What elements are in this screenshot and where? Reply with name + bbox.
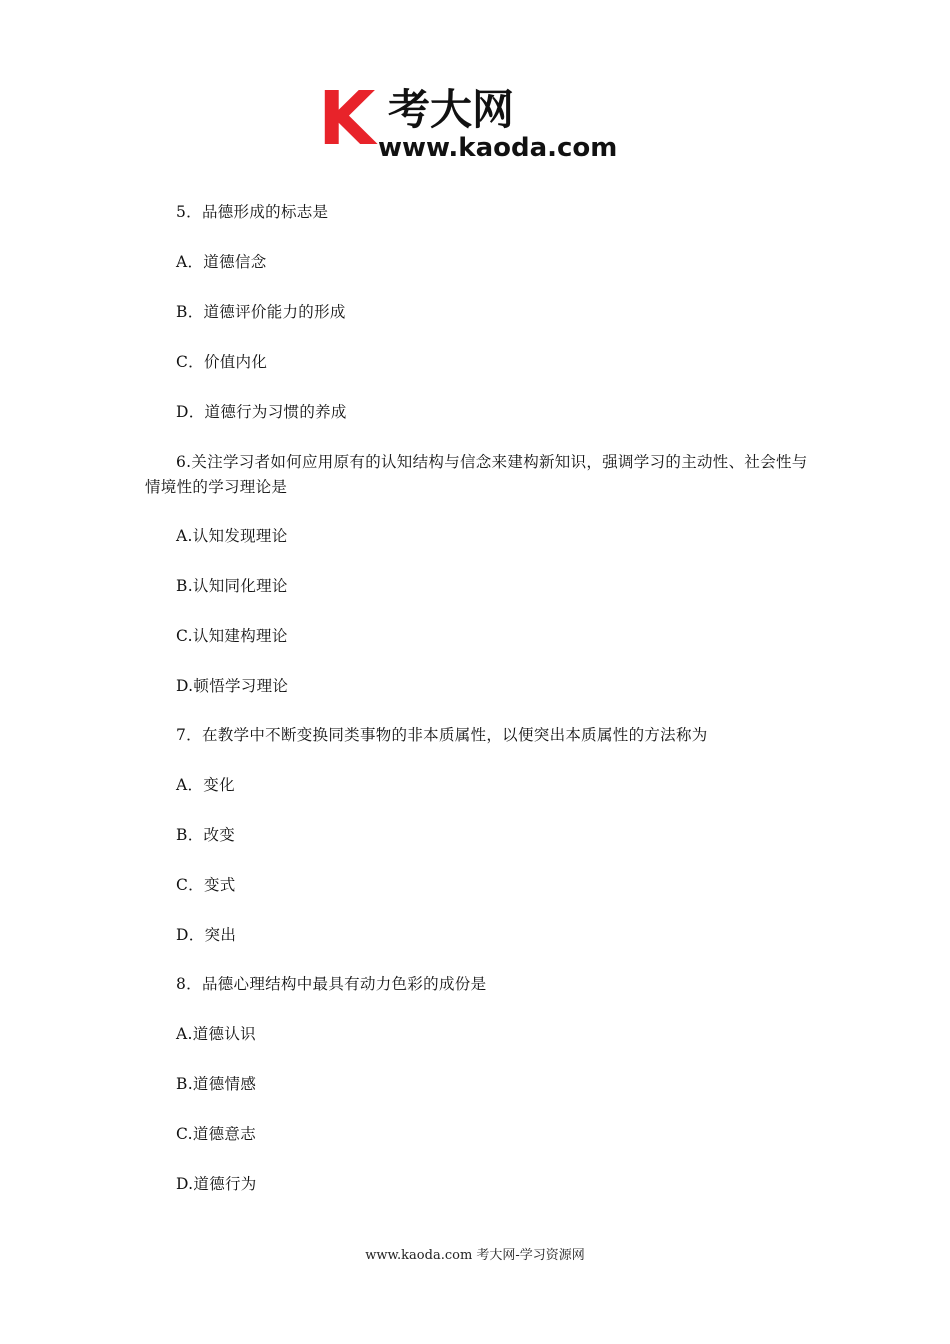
kaoda-logo-graphic (318, 80, 638, 160)
question-8-option-c: C.道德意志 (176, 1125, 257, 1143)
question-8-option-a: A.道德认识 (176, 1025, 256, 1043)
question-6-stem: 6.关注学习者如何应用原有的认知结构与信念来建构新知识，强调学习的主动性、社会性与情境性的学习理论是 (145, 453, 808, 496)
question-8-stem: 8．品德心理结构中最具有动力色彩的成份是 (176, 975, 487, 993)
question-7-stem: 7．在教学中不断变换同类事物的非本质属性，以便突出本质属性的方法称为 (176, 726, 708, 744)
question-7-option-d: D．突出 (176, 926, 237, 944)
question-5-option-d: D．道德行为习惯的养成 (176, 403, 347, 421)
question-6-option-c: C.认知建构理论 (176, 627, 288, 645)
question-6-option-b: B.认知同化理论 (176, 577, 288, 595)
question-7-option-a: A．变化 (176, 776, 235, 794)
question-5-option-a: A．道德信念 (176, 253, 267, 271)
page-footer: www.kaoda.com 考大网-学习资源网 (365, 1248, 585, 1263)
question-5-option-c: C．价值内化 (176, 353, 268, 371)
logo-url-text: www.kaoda.com (378, 133, 618, 160)
question-6-option-a: A.认知发现理论 (176, 527, 288, 545)
question-7-option-c: C．变式 (176, 876, 236, 894)
kaoda-logo (318, 80, 638, 160)
logo-k-letter: K (318, 80, 376, 160)
question-7-option-b: B．改变 (176, 826, 236, 844)
question-5-stem: 5．品德形成的标志是 (176, 203, 329, 221)
question-8-option-d: D.道德行为 (176, 1175, 257, 1193)
question-6-option-d: D.顿悟学习理论 (176, 677, 289, 695)
logo-cn-name: 考大网 (388, 85, 515, 134)
question-8-option-b: B.道德情感 (176, 1075, 257, 1093)
question-5-option-b: B．道德评价能力的形成 (176, 303, 346, 321)
